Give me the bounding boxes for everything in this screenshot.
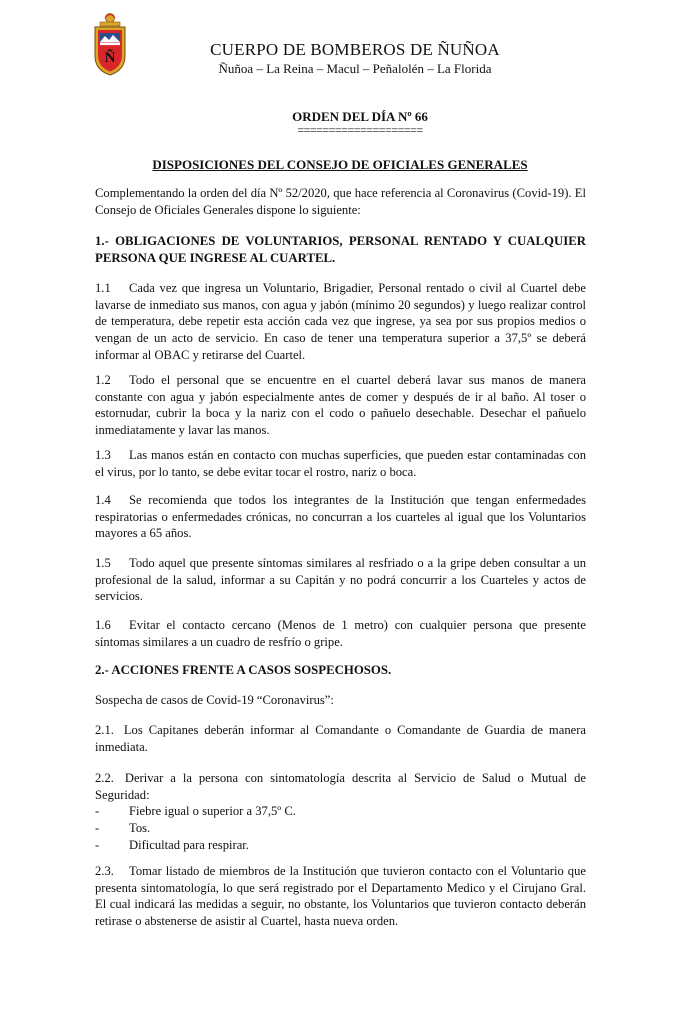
item-1-4: [95, 492, 586, 542]
item-text: Se recomienda que todos los integrantes de la Institución que tengan enfermedades respiratorias o enfermedades crónicas, no concurran a los cuarteles al igual que los Voluntarios mayores a 65 años.: [95, 493, 586, 541]
section2-heading: 2.- ACCIONES FRENTE A CASOS SOSPECHOSOS.: [95, 663, 392, 677]
order-title: ORDEN DEL DÍA Nº 66: [292, 109, 428, 124]
item-number: 1.6: [95, 618, 111, 632]
item-1-5: [95, 555, 586, 605]
item-text: Tomar listado de miembros de la Institución que tuvieron contacto con el Voluntario que presenta sintomatología, lo que será registrado por el Departamento Medico y el Cirujano Gral. El cual indicará las medidas a seguir, no obstante, los Voluntarios que tuvieron contacto deberán retirase o abstenerse de asistir al Cuartel, hasta nueva orden.: [95, 864, 586, 929]
emblem-letter: Ñ: [104, 50, 116, 66]
list-item: - Dificultad para respirar.: [95, 837, 586, 854]
item-2-1: [95, 722, 586, 755]
item-2-3: [95, 863, 586, 930]
item-1-2: [95, 372, 586, 439]
section-title: DISPOSICIONES DEL CONSEJO DE OFICIALES GENERALES: [152, 157, 528, 172]
item-number: 1.5: [95, 556, 111, 570]
list-item: - Tos.: [95, 820, 586, 837]
intro-paragraph: Complementando la orden del día Nº 52/2020, que hace referencia al Coronavirus (Covid-19). El Consejo de Oficiales Generales dispone lo siguiente:: [95, 186, 586, 217]
item-number: 1.4: [95, 493, 111, 507]
organization-name: CUERPO DE BOMBEROS DE ÑUÑOA: [210, 40, 500, 59]
item-1-3: [95, 447, 586, 480]
item-number: 2.3.: [95, 864, 114, 878]
item-text: Derivar a la persona con sintomatología descrita al Servicio de Salud o Mutual de Seguridad:: [95, 771, 586, 802]
item-number: 1.1: [95, 281, 111, 295]
section1-heading: 1.- OBLIGACIONES DE VOLUNTARIOS, PERSONAL RENTADO Y CUALQUIER PERSONA QUE INGRESE AL CUARTEL.: [95, 234, 586, 265]
item-1-6: [95, 617, 586, 650]
list-item: - Fiebre igual o superior a 37,5º C.: [95, 803, 586, 820]
item-text: Evitar el contacto cercano (Menos de 1 metro) con cualquier persona que presente síntomas similares a un cuadro de resfrío o gripe.: [95, 618, 586, 649]
item-number: 2.1.: [95, 723, 114, 737]
item-text: Todo aquel que presente síntomas similares al resfriado o a la gripe deben consultar a un profesional de la salud, informar a su Capitán y no podrá concurrir a los Cuarteles y actos de servicios.: [95, 556, 586, 604]
order-title-rule: ====================: [297, 123, 423, 137]
item-text: Los Capitanes deberán informar al Comandante o Comandante de Guardia de manera inmediata.: [95, 723, 586, 754]
item-text: Las manos están en contacto con muchas superficies, que pueden estar contaminadas con el virus, por lo tanto, se debe evitar tocar el rostro, nariz o boca.: [95, 448, 586, 479]
item-text: Todo el personal que se encuentre en el cuartel deberá lavar sus manos de manera constante con agua y jabón especialmente antes de comer y después de ir al baño. Al toser o estornudar, cubrir la boca y la nariz con el codo o pañuelo desechable. Desechar el pañuelo inmediatamente y lavar las manos.: [95, 373, 586, 438]
item-2-2: [95, 770, 586, 854]
fire-department-emblem-icon: [92, 12, 128, 76]
item-number: 1.2: [95, 373, 111, 387]
communes-line: Ñuñoa – La Reina – Macul – Peñalolén – La Florida: [218, 61, 492, 76]
item-number: 1.3: [95, 448, 111, 462]
item-text: Cada vez que ingresa un Voluntario, Brigadier, Personal rentado o civil al Cuartel debe lavarse de inmediato sus manos, con agua y jabón (mínimo 20 segundos) y luego realizar control de temperatura, debe repetir esta acción cada vez que ingrese, ya sea por sus propios medios o vengan de un acto de servicio. En caso de tener una temperatura superior a 37,5º se deberá informar al OBAC y retirarse del Cuartel.: [95, 281, 586, 362]
suspicion-line: Sospecha de casos de Covid-19 “Coronavirus”:: [95, 693, 334, 707]
item-1-1: [95, 280, 586, 364]
item-number: 2.2.: [95, 771, 114, 785]
symptom-list: [95, 803, 586, 853]
